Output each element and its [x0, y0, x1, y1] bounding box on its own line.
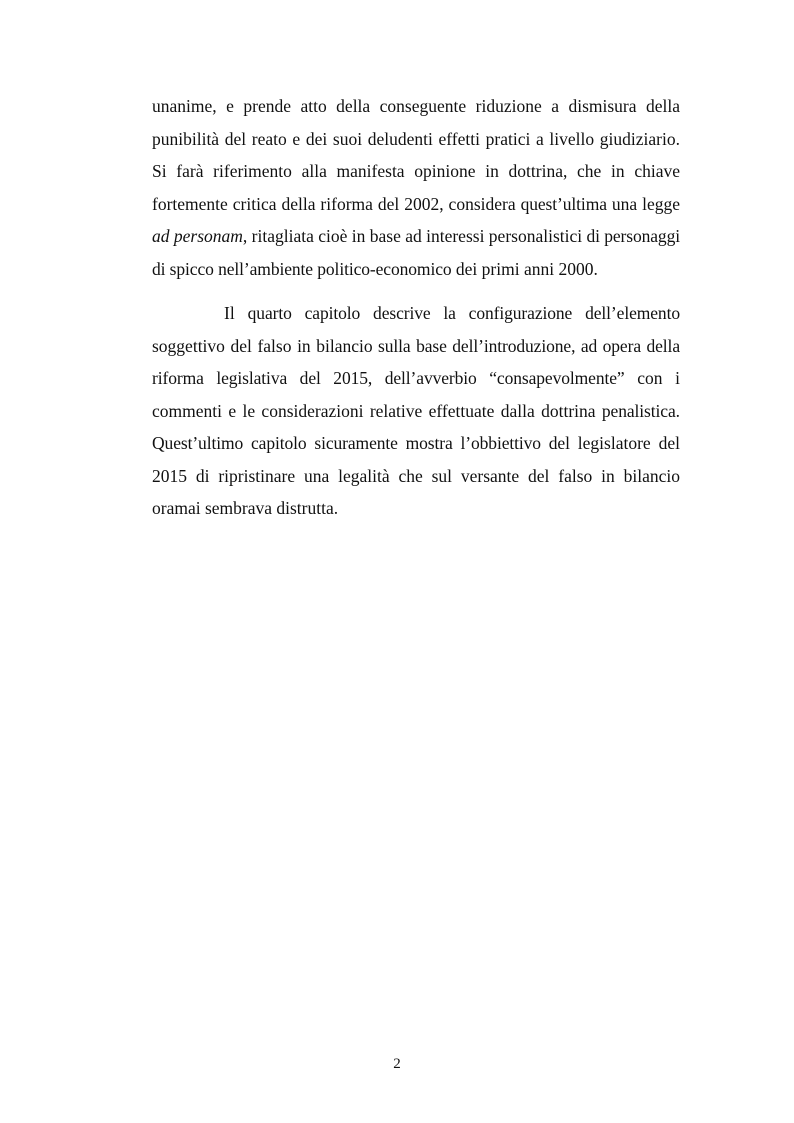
- paragraph-1-text: dei primi anni 2000.: [451, 258, 598, 279]
- page-number: 2: [393, 1056, 401, 1072]
- paragraph-1-text: unanime, e prende atto della conseguente riduzione a dismisura della punibilità del reato e dei suoi deludenti effetti pratici a livello giudiziario. Si farà riferimento alla manifesta opinione in dottrina, che in chiave fortemente critica della riforma del 2002, considera: [152, 96, 680, 214]
- paragraph-1-text: , ritagliata cioè in base ad interessi personalistici: [242, 226, 587, 246]
- paragraph-1-text: una legge: [606, 193, 680, 214]
- paragraph-2-term-penalistica: penalistica: [601, 400, 676, 421]
- paragraph-1-term-personaggi: di personaggi di spicco nell’ambiente politico-economico: [152, 226, 680, 279]
- paragraph-2-term-introduzione: o sulla base dell’introduzione, ad opera della riforma legislativa del 2015, dell’avverbio “consapevolmente”: [152, 335, 680, 388]
- paragraph-2: [152, 297, 680, 525]
- paragraph-1-italic-ad-personam: ad personam: [152, 226, 243, 246]
- paragraph-2-text: .: [675, 400, 680, 421]
- paragraph-2-text: con i commenti e le considerazioni relative effettuate dalla dottrina: [152, 368, 680, 421]
- paragraph-1: [152, 90, 680, 285]
- paragraph-2-text: soggettivo del falso in bilanci: [152, 335, 364, 356]
- paragraph-1-term-quest-ultima: quest’ultima: [520, 193, 607, 214]
- paragraph-2-text: legislatore del 2015 di ripristinare una legalità che sul versante del falso in bilancio oramai sembrava distrutta.: [152, 433, 680, 518]
- paragraph-2-term-ultimo-capitolo: Quest’ultimo capitolo sicuramente mostra l’obbiettivo del: [152, 433, 570, 453]
- body-text: [152, 90, 680, 525]
- paragraph-2-text: Il: [224, 303, 248, 323]
- paragraph-2-term-quarto-capitolo: quarto capitolo descrive la configurazione dell’elemento: [247, 303, 680, 323]
